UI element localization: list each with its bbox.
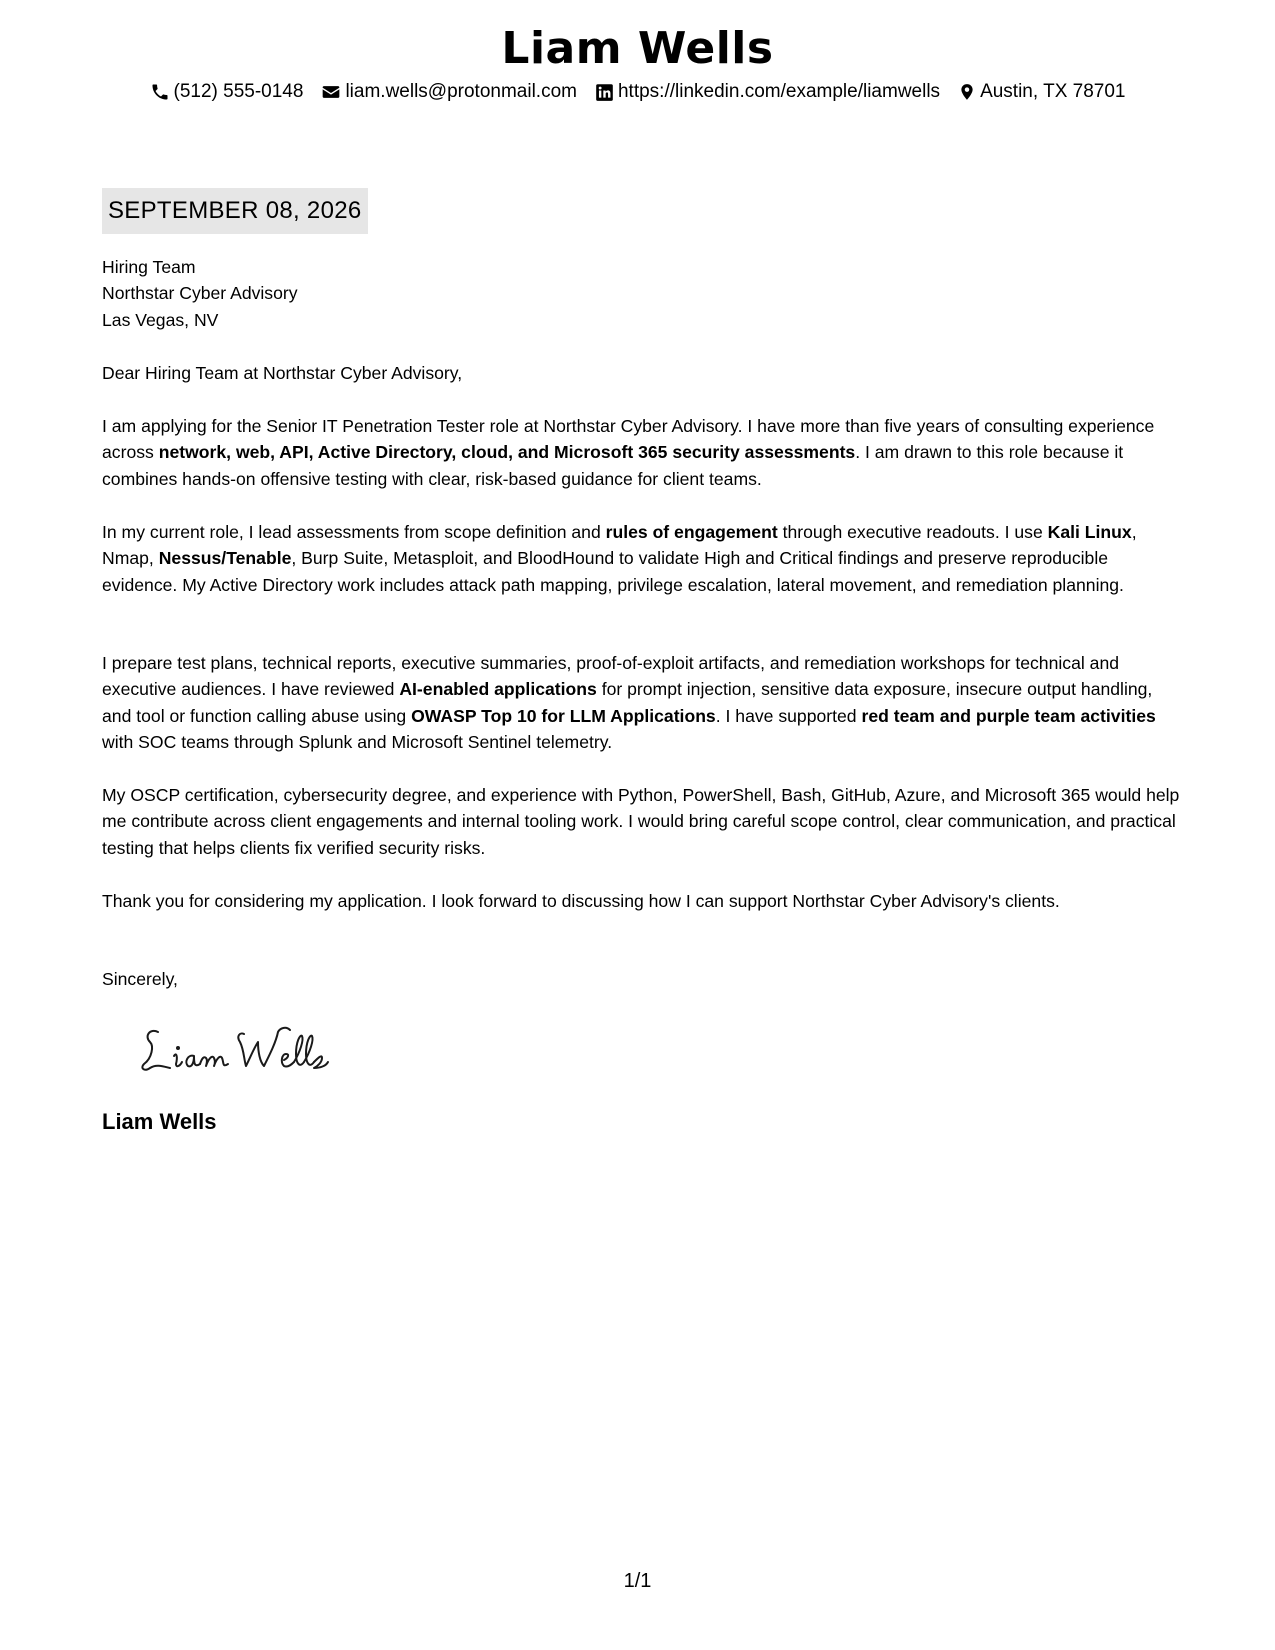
emphasized-text: Nessus/Tenable — [158, 548, 292, 569]
contact-linkedin[interactable] — [595, 80, 940, 104]
contact-email[interactable] — [321, 80, 577, 104]
location-text: Austin, TX 78701 — [980, 81, 1126, 102]
paragraph-text: I prepare test plans, technical reports, executive summaries, proof-of-exploit artifacts, and remediation workshops for technical and executive audiences. I have reviewed — [102, 653, 1120, 700]
recipient-location: Las Vegas, NV — [102, 309, 219, 330]
emphasized-text: network, web, API, Active Directory, cloud, and Microsoft 365 security assessments — [158, 442, 856, 463]
phone-icon — [150, 82, 170, 102]
contact-info-row — [0, 80, 1275, 104]
emphasized-text: Kali Linux — [1047, 522, 1132, 542]
email-address[interactable]: liam.wells@protonmail.com — [345, 81, 577, 102]
paragraph-text: . I am drawn to this role because it combines hands-on offensive testing with clear, risk-based guidance for client teams. — [102, 442, 1124, 489]
recipient-block — [102, 254, 1182, 333]
paragraph-text: with SOC teams through Splunk and Microsoft Sentinel telemetry. — [102, 732, 613, 753]
phone-number: (512) 555-0148 — [173, 81, 304, 102]
emphasized-text: AI-enabled applications — [399, 679, 597, 700]
emphasized-text: rules of engagement — [605, 522, 778, 542]
emphasized-text: OWASP Top 10 for LLM Applications — [411, 705, 716, 726]
paragraph-text: , Burp Suite, Metasploit, and BloodHound to validate High and Critical findings and preserve reproducible evidence. My Active Directory work includes attack path mapping, privilege escalation, lateral movement, and remediation planning. — [102, 548, 1124, 595]
paragraph-text: My OSCP certification, cybersecurity degree, and experience with Python, PowerShell, Bash, GitHub, Azure, and Microsoft 365 would help me contribute across client engagements and internal tooling work. I would bring careful scope control, clear communication, and practical testing that helps clients fix verified security risks. — [102, 785, 1180, 858]
paragraph-text: Thank you for considering my application. I look forward to discussing how I can support Northstar Cyber Advisory's clients. — [102, 891, 1060, 911]
body-paragraph-3 — [102, 650, 1182, 756]
signer-name: Liam Wells — [102, 1109, 217, 1134]
body-paragraph-2 — [102, 519, 1182, 598]
paragraph-text: I am applying for the Senior IT Penetration Tester role at Northstar Cyber Advisory. I have more than five years of consulting experience across — [102, 416, 1155, 463]
emphasized-text: red team and purple team activities — [861, 705, 1156, 726]
salutation: Dear Hiring Team at Northstar Cyber Advisory, — [102, 363, 463, 383]
recipient-line: Hiring Team — [102, 257, 196, 277]
body-paragraph-5 — [102, 888, 1182, 914]
contact-location — [958, 80, 1125, 104]
envelope-icon — [321, 82, 341, 102]
linkedin-url[interactable]: https://linkedin.com/example/liamwells — [617, 81, 941, 102]
page-number: 1/1 — [623, 1570, 652, 1592]
applicant-name-heading: Liam Wells — [501, 23, 774, 74]
paragraph-text: In my current role, I lead assessments from scope definition and — [102, 522, 606, 542]
linkedin-icon — [595, 83, 614, 102]
body-paragraph-4 — [102, 782, 1182, 861]
closing-line: Sincerely, — [102, 969, 178, 989]
paragraph-text: , Nmap, — [102, 522, 1137, 569]
paragraph-text: . I have supported — [715, 705, 862, 726]
letter-date: SEPTEMBER 08, 2026 — [102, 188, 368, 234]
recipient-company: Northstar Cyber Advisory — [102, 283, 298, 304]
body-paragraph-1 — [102, 413, 1182, 492]
paragraph-text: through executive readouts. I use — [777, 522, 1048, 542]
paragraph-text: for prompt injection, sensitive data exposure, insecure output handling, and tool or function calling abuse using — [102, 679, 1153, 726]
map-pin-icon — [958, 82, 976, 102]
handwritten-signature — [136, 1012, 336, 1082]
contact-phone — [150, 80, 304, 104]
